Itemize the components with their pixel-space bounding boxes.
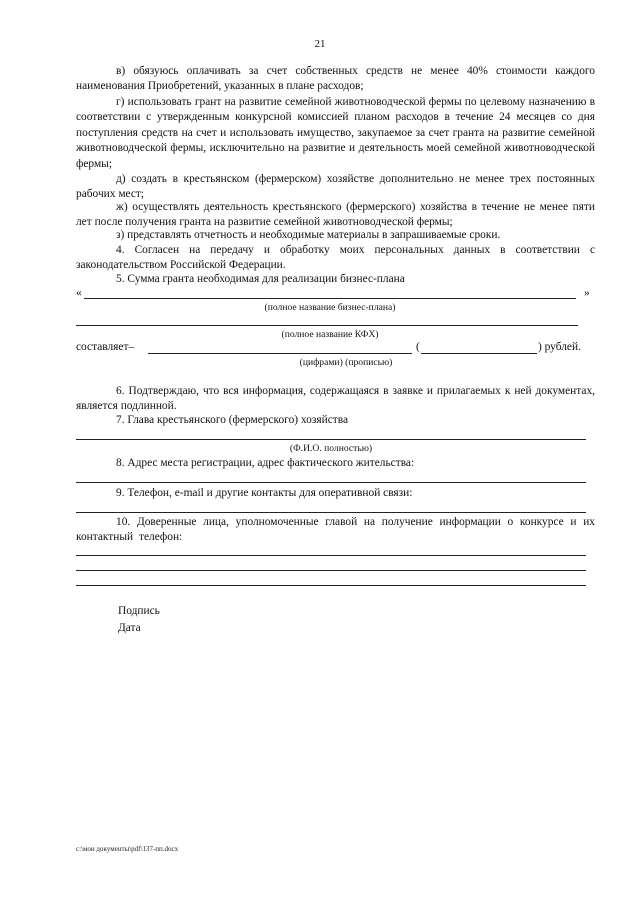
quote-open: « (76, 287, 82, 299)
item-6: 6. Подтверждаю, что вся информация, содержащаяся в заявке и прилагаемых к ней документах, является подлинной. (76, 385, 595, 413)
kfh-name-field[interactable] (76, 325, 578, 326)
business-plan-name-field[interactable] (84, 298, 576, 299)
caption-plan: (полное название бизнес-плана) (264, 302, 396, 313)
contacts-field[interactable] (76, 512, 586, 513)
amount-open-paren: ( (416, 341, 420, 353)
item-g: г) использовать грант на развитие семейной животноводческой фермы по целевому назначению в соответствии с утвержденным конкурсной комиссией планом расходов в течение 24 месяцев со дня поступления средств на счет и использовать имущество, закупаемое за счет гранта на развитие семейной животноводческой фермы, исключительно на развитие и деятельность моей семейной животноводческой фермы; (76, 96, 595, 170)
item-zh: ж) осуществлять деятельность крестьянского (фермерского) хозяйства в течение не менее пяти лет после получения гранта на развитие семейной животноводческой фермы; (76, 201, 595, 229)
item-10: 10. Доверенные лица, уполномоченные главой на получение информации о конкурсе и их контактный телефон: (76, 516, 595, 544)
amount-digits-field[interactable] (148, 353, 412, 354)
signature-label: Подпись (118, 605, 160, 617)
item-8: 8. Адрес места регистрации, адрес фактического жительства: (116, 457, 415, 469)
page-number: 21 (314, 38, 326, 50)
item-z: з) представлять отчетность и необходимые материалы в запрашиваемые сроки. (116, 229, 501, 241)
item-d: д) создать в крестьянском (фермерском) хозяйстве дополнительно не менее трех постоянных рабочих мест; (76, 173, 595, 201)
amount-label: составляет– (76, 341, 135, 353)
trustees-field-2[interactable] (76, 570, 586, 571)
item-5: 5. Сумма гранта необходимая для реализации бизнес-плана (116, 273, 405, 285)
head-fio-field[interactable] (76, 439, 586, 440)
item-9: 9. Телефон, e-mail и другие контакты для оперативной связи: (116, 487, 413, 499)
amount-words-field[interactable] (421, 353, 537, 354)
address-field[interactable] (76, 482, 586, 483)
item-7: 7. Глава крестьянского (фермерского) хозяйства (116, 414, 349, 426)
item-v: в) обязуюсь оплачивать за счет собственных средств не менее 40% стоимости каждого наименования Приобретений, указанных в плане расходов; (76, 65, 595, 93)
trustees-field-1[interactable] (76, 555, 586, 556)
date-label: Дата (118, 622, 141, 634)
trustees-field-3[interactable] (76, 585, 586, 586)
amount-suffix: ) рублей. (538, 341, 581, 353)
caption-fio: (Ф.И.О. полностью) (289, 443, 373, 454)
caption-kfh: (полное название КФХ) (281, 329, 379, 340)
footer-file-path: c:\мои документы\pdf\137-пп.docx (76, 845, 179, 853)
quote-close: » (584, 287, 590, 299)
item-4: 4. Согласен на передачу и обработку моих персональных данных в соответствии с законодательством Российской Федерации. (76, 244, 595, 272)
caption-amount: (цифрами) (прописью) (299, 357, 393, 368)
